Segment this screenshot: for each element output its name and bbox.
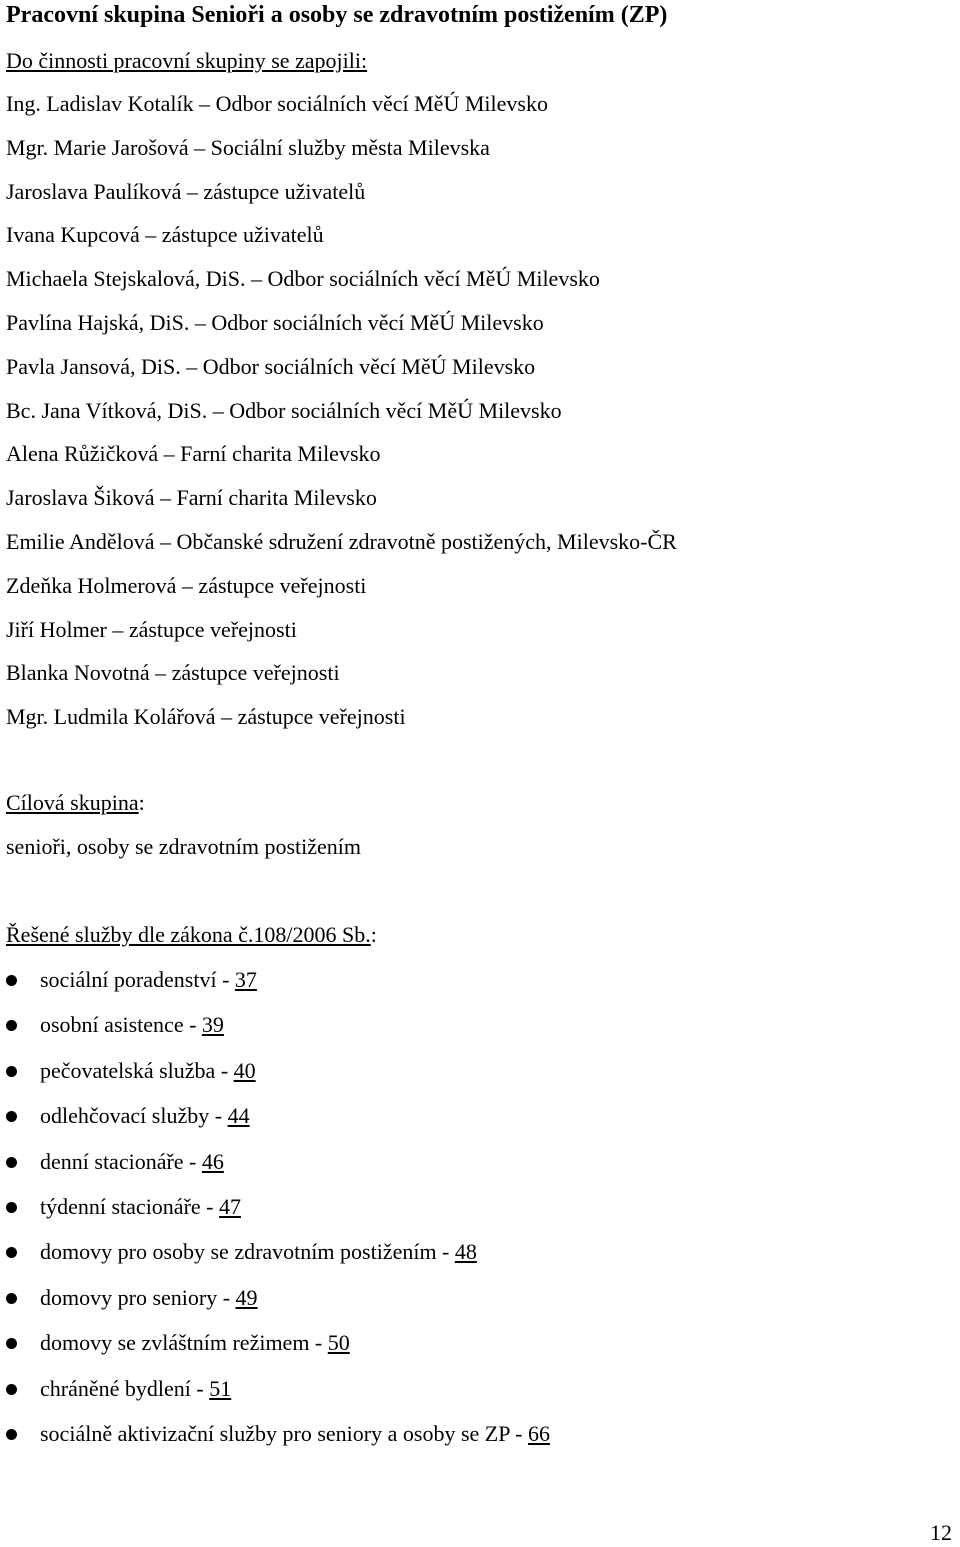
member-item: Emilie Andělová – Občanské sdružení zdravotně postižených, Milevsko-ČR	[6, 528, 677, 554]
member-item: Pavlína Hajská, DiS. – Odbor sociálních věcí MěÚ Milevsko	[6, 309, 544, 335]
service-label	[40, 1057, 256, 1085]
service-paragraph-number: 39	[201, 1012, 224, 1038]
member-item: Mgr. Ludmila Kolářová – zástupce veřejnosti	[6, 704, 406, 730]
service-label	[40, 1329, 350, 1357]
service-name: sociálně aktivizační služby pro seniory a osoby se ZP -	[40, 1420, 528, 1446]
service-paragraph-number: 51	[209, 1375, 232, 1401]
services-heading	[6, 921, 377, 949]
target-group-heading-label: Cílová skupina	[6, 790, 139, 815]
service-name: odlehčovací služby -	[40, 1103, 228, 1129]
service-label	[40, 1193, 241, 1221]
service-name: pečovatelská služba -	[40, 1057, 234, 1083]
page-number: 12	[930, 1520, 952, 1545]
service-label	[40, 1011, 224, 1039]
member-list	[6, 90, 677, 747]
service-label	[40, 1375, 231, 1403]
member-item: Pavla Jansová, DiS. – Odbor sociálních věcí MěÚ Milevsko	[6, 353, 536, 379]
bullet-icon	[6, 1293, 17, 1304]
services-heading-label: Řešené služby dle zákona č.108/2006 Sb.	[6, 922, 371, 947]
member-item: Bc. Jana Vítková, DiS. – Odbor sociálních věcí MěÚ Milevsko	[6, 397, 562, 423]
bullet-icon	[6, 1066, 17, 1077]
service-name: domovy pro osoby se zdravotním postižením -	[40, 1239, 455, 1265]
service-name: chráněné bydlení -	[40, 1375, 210, 1401]
service-paragraph-number: 37	[234, 967, 257, 992]
member-item: Jiří Holmer – zástupce veřejnosti	[6, 616, 297, 642]
bullet-icon	[6, 1384, 17, 1395]
service-name: denní stacionáře -	[40, 1148, 202, 1174]
service-paragraph-number: 40	[233, 1057, 256, 1083]
bullet-icon	[6, 1157, 17, 1168]
bullet-icon	[6, 1202, 17, 1213]
member-item: Blanka Novotná – zástupce veřejnosti	[6, 660, 340, 686]
bullet-icon	[6, 1338, 17, 1349]
service-paragraph-number: 44	[227, 1103, 250, 1129]
bullet-icon	[6, 1020, 17, 1031]
bullet-icon	[6, 975, 17, 986]
service-name: domovy pro seniory -	[40, 1284, 236, 1310]
bullet-icon	[6, 1111, 17, 1122]
service-paragraph-number: 46	[201, 1148, 224, 1174]
target-group-heading-suffix: :	[138, 790, 145, 815]
service-label	[40, 1420, 550, 1448]
member-item: Jaroslava Šiková – Farní charita Milevsko	[6, 485, 377, 511]
intro-text: Do činnosti pracovní skupiny se zapojili:	[6, 48, 368, 73]
service-paragraph-number: 48	[454, 1239, 477, 1265]
service-paragraph-number: 66	[527, 1420, 550, 1446]
service-label	[40, 1284, 258, 1312]
member-item: Alena Růžičková – Farní charita Milevsko	[6, 441, 381, 467]
service-name: domovy se zvláštním režimem -	[40, 1330, 328, 1356]
target-group-text: senioři, osoby se zdravotním postižením	[6, 834, 361, 859]
bullet-icon	[6, 1247, 17, 1258]
target-group-heading	[6, 789, 145, 817]
service-name: osobní asistence -	[40, 1012, 202, 1038]
member-item: Ivana Kupcová – zástupce uživatelů	[6, 222, 324, 248]
service-paragraph-number: 49	[235, 1284, 258, 1310]
service-name: sociální poradenství -	[40, 967, 235, 992]
member-item: Michaela Stejskalová, DiS. – Odbor sociálních věcí MěÚ Milevsko	[6, 266, 600, 292]
bullet-icon	[6, 1429, 17, 1440]
member-item: Zdeňka Holmerová – zástupce veřejnosti	[6, 572, 367, 598]
service-paragraph-number: 50	[327, 1330, 350, 1356]
page-title: Pracovní skupina Senioři a osoby se zdravotním postižením (ZP)	[6, 2, 668, 28]
service-paragraph-number: 47	[219, 1193, 241, 1219]
service-label	[40, 1238, 477, 1266]
services-heading-suffix: :	[370, 922, 377, 947]
member-item: Ing. Ladislav Kotalík – Odbor sociálních věcí MěÚ Milevsko	[6, 91, 548, 116]
service-label	[40, 1148, 224, 1176]
service-name: týdenní stacionáře -	[40, 1193, 219, 1219]
member-item: Jaroslava Paulíková – zástupce uživatelů	[6, 178, 366, 204]
member-item: Mgr. Marie Jarošová – Sociální služby města Milevska	[6, 134, 490, 160]
service-label	[40, 1102, 250, 1130]
service-label	[40, 966, 257, 994]
